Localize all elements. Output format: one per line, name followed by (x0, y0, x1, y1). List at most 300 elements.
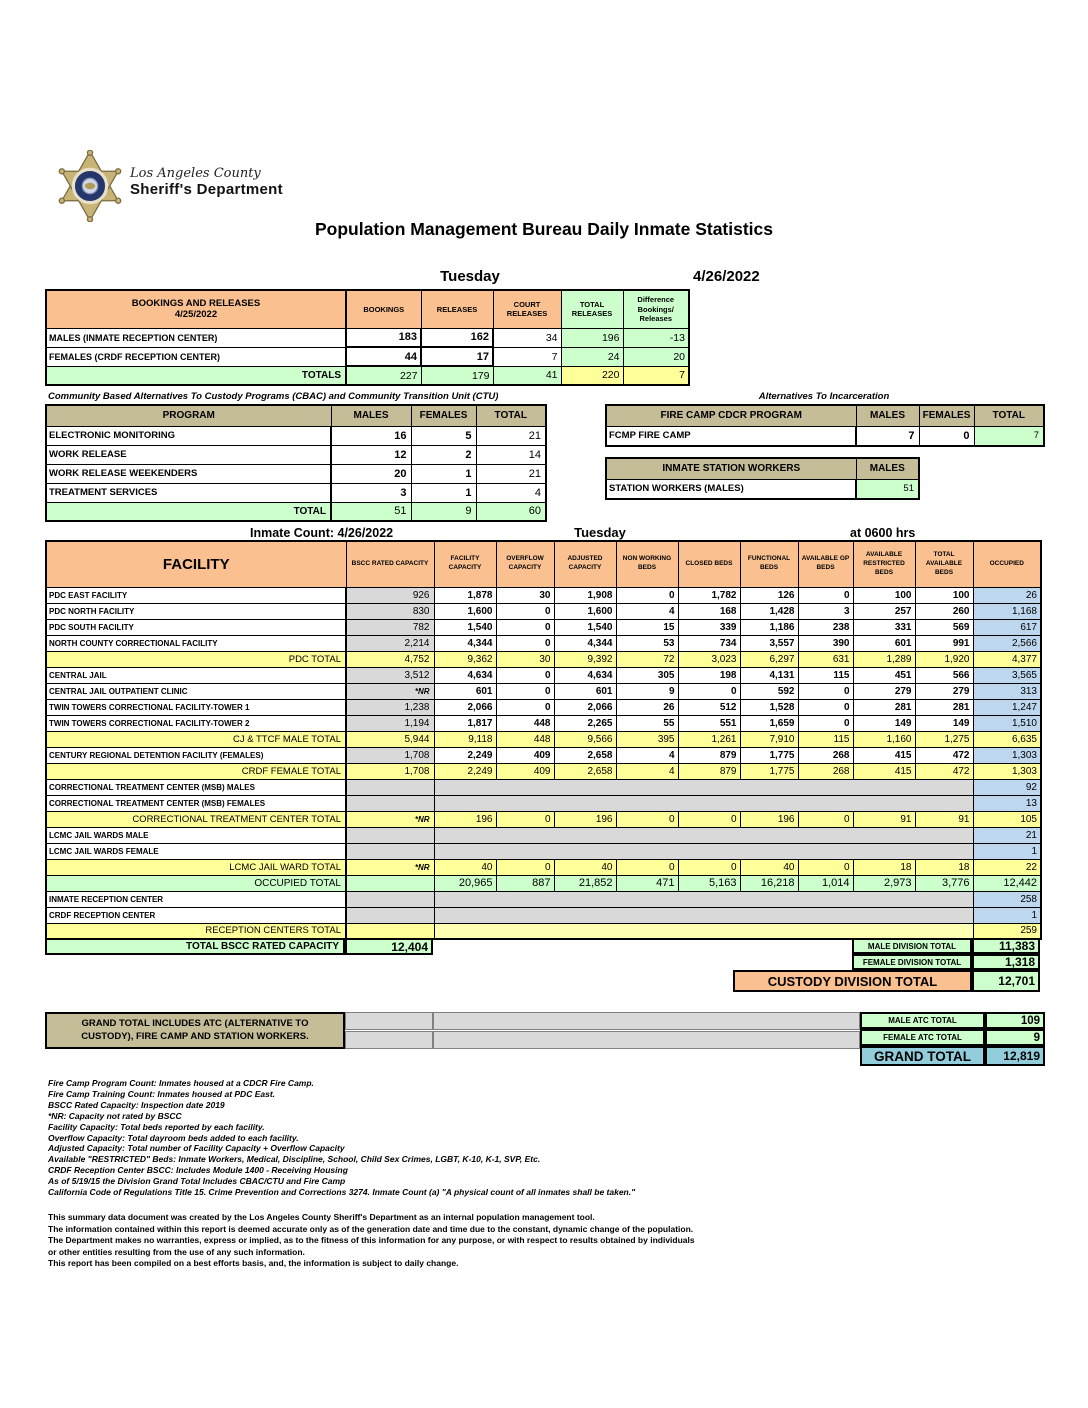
empty-gray-cell (345, 1012, 433, 1030)
facility-value: 592 (740, 683, 798, 699)
bookings-totals-row (46, 366, 689, 385)
facility-name: CORRECTIONAL TREATMENT CENTER (MSB) MALES (46, 779, 346, 795)
disclaimer (48, 1212, 695, 1270)
bookings-value: 24 (561, 347, 623, 366)
male-division-total-label: MALE DIVISION TOTAL (852, 938, 972, 954)
facility-row (46, 795, 1041, 811)
cbac-males-value: 12 (331, 445, 411, 464)
facility-value: 0 (678, 683, 740, 699)
facility-value: 279 (915, 683, 973, 699)
facility-row (46, 843, 1041, 859)
facility-value: 451 (853, 667, 915, 683)
empty-gray-cell (345, 1031, 433, 1049)
facility-name: TWIN TOWERS CORRECTIONAL FACILITY-TOWER 1 (46, 699, 346, 715)
facility-name: INMATE RECEPTION CENTER (46, 891, 346, 907)
facility-bscc-value (346, 779, 434, 795)
facility-value: 0 (496, 667, 554, 683)
facility-col-header: CLOSED BEDS (678, 541, 740, 587)
fire-camp-table (605, 404, 1045, 447)
inmate-count-time: at 0600 hrs (850, 526, 916, 540)
facility-row (46, 891, 1041, 907)
facility-value: 0 (616, 811, 678, 827)
facility-occupied-value: 1,303 (973, 763, 1041, 779)
empty-gray-cell (433, 1031, 860, 1049)
facility-value: 415 (853, 747, 915, 763)
facility-value: 3 (798, 603, 853, 619)
facility-occupied-value: 1,303 (973, 747, 1041, 763)
facility-name: CORRECTIONAL TREATMENT CENTER TOTAL (46, 811, 346, 827)
facility-value: 4,634 (554, 667, 616, 683)
facility-value: 40 (554, 859, 616, 875)
cbac-row-label: TREATMENT SERVICES (46, 483, 331, 502)
fire-females-value: 0 (919, 426, 974, 446)
bookings-col-header: TOTAL RELEASES (561, 290, 623, 328)
facility-name: CENTRAL JAIL (46, 667, 346, 683)
bookings-col-header: COURT RELEASES (493, 290, 561, 328)
male-atc-total-value: 109 (985, 1012, 1045, 1029)
bookings-value: 44 (346, 347, 421, 366)
station-workers-header: INMATE STATION WORKERS (606, 458, 856, 479)
facility-value: 281 (853, 699, 915, 715)
facility-value: 1,878 (434, 587, 496, 603)
facility-value: 1,817 (434, 715, 496, 731)
facility-merged-cell (434, 779, 973, 795)
facility-value: 0 (496, 619, 554, 635)
empty-gray-cell (433, 1012, 860, 1030)
facility-row (46, 651, 1041, 667)
facility-value: 390 (798, 635, 853, 651)
bookings-value: 17 (421, 347, 493, 366)
footnote-line: Fire Camp Training Count: Inmates housed at PDC East. (48, 1088, 276, 1099)
facility-value: 238 (798, 619, 853, 635)
cbac-col-header: FEMALES (411, 405, 476, 426)
facility-value: 4,131 (740, 667, 798, 683)
cbac-total-value: 21 (476, 426, 546, 445)
facility-value: 26 (616, 699, 678, 715)
facility-bscc-value: 5,944 (346, 731, 434, 747)
facility-value: 6,297 (740, 651, 798, 667)
facility-value: 30 (496, 651, 554, 667)
cbac-title: Community Based Alternatives To Custody Programs (CBAC) and Community Transition Unit (CTU) (48, 391, 499, 402)
bookings-date: 4/25/2022 (174, 309, 218, 321)
fire-header-row (606, 405, 1044, 426)
cbac-row (46, 445, 546, 464)
facility-value: 415 (853, 763, 915, 779)
bookings-total-value: 220 (561, 366, 623, 385)
bookings-row (46, 328, 689, 347)
footnote-line: As of 5/19/15 the Division Grand Total Includes CBAC/CTU and Fire Camp (48, 1176, 346, 1187)
facility-value: 53 (616, 635, 678, 651)
bookings-col-header: Difference Bookings/ Releases (623, 290, 689, 328)
bookings-releases-table (45, 289, 690, 386)
facility-name: PDC NORTH FACILITY (46, 603, 346, 619)
facility-value: 40 (434, 859, 496, 875)
fire-row-label: FCMP FIRE CAMP (606, 426, 856, 446)
cbac-females-value: 1 (411, 483, 476, 502)
facility-value: 168 (678, 603, 740, 619)
facility-header-row (46, 541, 1041, 587)
bookings-title: BOOKINGS AND RELEASES (131, 298, 261, 310)
facility-row (46, 715, 1041, 731)
logo-county-text: Los Angeles County (130, 166, 261, 181)
facility-row (46, 603, 1041, 619)
footnote-line: Facility Capacity: Total beds reported by each facility. (48, 1121, 265, 1132)
facility-value: 1,428 (740, 603, 798, 619)
station-col-header: MALES (856, 458, 919, 479)
facility-value: 198 (678, 667, 740, 683)
facility-bscc-value (346, 923, 434, 939)
facility-value: 9,392 (554, 651, 616, 667)
facility-value: 3,557 (740, 635, 798, 651)
facility-occupied-value: 105 (973, 811, 1041, 827)
facility-bscc-value: 782 (346, 619, 434, 635)
facility-value: 100 (915, 587, 973, 603)
facility-value: 0 (798, 683, 853, 699)
facility-row (46, 747, 1041, 763)
station-males-value: 51 (856, 479, 919, 499)
female-division-total-value: 1,318 (972, 954, 1040, 970)
facility-name: CRDF RECEPTION CENTER (46, 907, 346, 923)
facility-col-header: ADJUSTED CAPACITY (554, 541, 616, 587)
cbac-col-header: MALES (331, 405, 411, 426)
male-atc-total-label: MALE ATC TOTAL (860, 1012, 985, 1029)
facility-value: 1,775 (740, 763, 798, 779)
male-division-total-value: 11,383 (972, 938, 1040, 954)
facility-value: 55 (616, 715, 678, 731)
footnote-line: *NR: Capacity not rated by BSCC (48, 1110, 182, 1121)
facility-value: 0 (798, 811, 853, 827)
facility-value: 0 (798, 699, 853, 715)
facility-value: 1,659 (740, 715, 798, 731)
cbac-females-value: 2 (411, 445, 476, 464)
facility-value: 115 (798, 731, 853, 747)
facility-value: 9,118 (434, 731, 496, 747)
bookings-value: -13 (623, 328, 689, 347)
facility-bscc-value: 2,214 (346, 635, 434, 651)
cbac-row-label: ELECTRONIC MONITORING (46, 426, 331, 445)
facility-bscc-value (346, 875, 434, 891)
facility-occupied-value: 313 (973, 683, 1041, 699)
grand-total-value: 12,819 (985, 1046, 1045, 1066)
facility-occupied-value: 22 (973, 859, 1041, 875)
cbac-row (46, 483, 546, 502)
facility-bscc-value (346, 907, 434, 923)
footnotes (48, 1078, 635, 1198)
facility-col-header: AVAILABLE RESTRICTED BEDS (853, 541, 915, 587)
facility-value: 1,775 (740, 747, 798, 763)
bookings-col-header: RELEASES (421, 290, 493, 328)
report-day: Tuesday (440, 268, 500, 285)
facility-value: 4,634 (434, 667, 496, 683)
facility-value: 4,344 (434, 635, 496, 651)
facility-name: NORTH COUNTY CORRECTIONAL FACILITY (46, 635, 346, 651)
facility-value: 149 (853, 715, 915, 731)
footnote-line: CRDF Reception Center BSCC: Includes Module 1400 - Receiving Housing (48, 1165, 348, 1176)
facility-value: 2,249 (434, 763, 496, 779)
facility-merged-cell (434, 795, 973, 811)
facility-occupied-value: 1 (973, 843, 1041, 859)
facility-value: 126 (740, 587, 798, 603)
facility-name: CRDF FEMALE TOTAL (46, 763, 346, 779)
facility-col-header: FACILITY CAPACITY (434, 541, 496, 587)
cbac-row-label: WORK RELEASE WEEKENDERS (46, 464, 331, 483)
facility-bscc-value (346, 843, 434, 859)
facility-value: 7,910 (740, 731, 798, 747)
facility-value: 1,908 (554, 587, 616, 603)
facility-value: 395 (616, 731, 678, 747)
facility-bscc-value: 1,708 (346, 763, 434, 779)
facility-bscc-value: *NR (346, 811, 434, 827)
facility-value: 1,186 (740, 619, 798, 635)
facility-value: 0 (616, 587, 678, 603)
cbac-row-label: WORK RELEASE (46, 445, 331, 464)
station-header-row (606, 458, 919, 479)
facility-occupied-value: 258 (973, 891, 1041, 907)
bookings-value: 20 (623, 347, 689, 366)
facility-value: 0 (496, 699, 554, 715)
facility-value: 3,023 (678, 651, 740, 667)
facility-value: 2,265 (554, 715, 616, 731)
facility-value: 268 (798, 747, 853, 763)
facility-name: RECEPTION CENTERS TOTAL (46, 923, 346, 939)
facility-value: 448 (496, 715, 554, 731)
bookings-value: 183 (346, 328, 421, 347)
facility-name: PDC SOUTH FACILITY (46, 619, 346, 635)
disclaimer-line: This summary data document was created by the Los Angeles County Sheriff's Department as an internal population management tool. (48, 1212, 595, 1222)
facility-occupied-value: 92 (973, 779, 1041, 795)
bookings-total-value: 227 (346, 366, 421, 385)
facility-col-header: BSCC RATED CAPACITY (346, 541, 434, 587)
facility-value: 1,920 (915, 651, 973, 667)
facility-bscc-value: 926 (346, 587, 434, 603)
facility-value: 305 (616, 667, 678, 683)
cbac-table (45, 404, 547, 522)
facility-value: 149 (915, 715, 973, 731)
facility-value: 21,852 (554, 875, 616, 891)
facility-value: 991 (915, 635, 973, 651)
facility-value: 879 (678, 763, 740, 779)
facility-row (46, 827, 1041, 843)
facility-value: 0 (798, 587, 853, 603)
ati-title: Alternatives To Incarceration (758, 391, 890, 402)
facility-value: 551 (678, 715, 740, 731)
cbac-males-value: 20 (331, 464, 411, 483)
bookings-row-label: FEMALES (CRDF RECEPTION CENTER) (46, 347, 346, 366)
facility-value: 9 (616, 683, 678, 699)
facility-value: 257 (853, 603, 915, 619)
sheriff-star-icon (58, 150, 122, 222)
facility-name: TWIN TOWERS CORRECTIONAL FACILITY-TOWER 2 (46, 715, 346, 731)
facility-value: 0 (678, 859, 740, 875)
facility-col-header: FUNCTIONAL BEDS (740, 541, 798, 587)
cbac-females-value: 1 (411, 464, 476, 483)
facility-col-header: FACILITY (46, 541, 346, 587)
facility-occupied-value: 21 (973, 827, 1041, 843)
facility-value: 339 (678, 619, 740, 635)
facility-value: 4,344 (554, 635, 616, 651)
facility-value: 1,540 (554, 619, 616, 635)
bookings-col-header: BOOKINGS (346, 290, 421, 328)
disclaimer-line: or other entities resulting from the use of any such information. (48, 1246, 305, 1257)
facility-bscc-value (346, 795, 434, 811)
facility-value: 279 (853, 683, 915, 699)
bookings-row (46, 347, 689, 366)
facility-occupied-value: 12,442 (973, 875, 1041, 891)
facility-value: 631 (798, 651, 853, 667)
facility-value: 1,528 (740, 699, 798, 715)
facility-value: 2,066 (554, 699, 616, 715)
facility-name: LCMC JAIL WARDS MALE (46, 827, 346, 843)
station-row-label: STATION WORKERS (MALES) (606, 479, 856, 499)
facility-occupied-value: 259 (973, 923, 1041, 939)
facility-value: 18 (915, 859, 973, 875)
facility-statistics-table (45, 540, 1042, 940)
cbac-total-value: 21 (476, 464, 546, 483)
facility-value: 30 (496, 587, 554, 603)
cbac-males-value: 16 (331, 426, 411, 445)
facility-row (46, 699, 1041, 715)
fire-camp-header: FIRE CAMP CDCR PROGRAM (606, 405, 856, 426)
facility-row (46, 731, 1041, 747)
facility-value: 0 (496, 811, 554, 827)
bookings-totals-label: TOTALS (46, 366, 346, 385)
fire-col-header: FEMALES (919, 405, 974, 426)
facility-value: 601 (853, 635, 915, 651)
cbac-totals-value: 9 (411, 502, 476, 521)
facility-bscc-value: *NR (346, 683, 434, 699)
facility-occupied-value: 617 (973, 619, 1041, 635)
cbac-totals-row (46, 502, 546, 521)
station-row (606, 479, 919, 499)
custody-division-total-value: 12,701 (972, 970, 1040, 992)
facility-value: 4 (616, 603, 678, 619)
facility-value: 100 (853, 587, 915, 603)
facility-bscc-value: *NR (346, 859, 434, 875)
facility-value: 4 (616, 763, 678, 779)
facility-value: 20,965 (434, 875, 496, 891)
facility-merged-cell (434, 827, 973, 843)
facility-value: 887 (496, 875, 554, 891)
bookings-value: 34 (493, 328, 561, 347)
facility-value: 4 (616, 747, 678, 763)
facility-row (46, 923, 1041, 939)
facility-value: 115 (798, 667, 853, 683)
facility-value: 196 (434, 811, 496, 827)
footnote-line: Fire Camp Program Count: Inmates housed at a CDCR Fire Camp. (48, 1078, 314, 1088)
bookings-value: 7 (493, 347, 561, 366)
female-division-total-label: FEMALE DIVISION TOTAL (852, 954, 972, 970)
facility-value: 281 (915, 699, 973, 715)
total-bscc-capacity-label: TOTAL BSCC RATED CAPACITY (45, 938, 345, 955)
facility-row (46, 683, 1041, 699)
facility-row (46, 875, 1041, 891)
facility-row (46, 667, 1041, 683)
bookings-total-value: 7 (623, 366, 689, 385)
facility-value: 2,658 (554, 747, 616, 763)
facility-value: 0 (496, 683, 554, 699)
facility-occupied-value: 1 (973, 907, 1041, 923)
facility-value: 0 (496, 603, 554, 619)
footnote-line: Available "RESTRICTED" Beds: Inmate Workers, Medical, Discipline, School, Child Sex Crimes, LGBT, K-10, K-1, SVP, Etc. (48, 1154, 541, 1165)
facility-value: 0 (798, 859, 853, 875)
bookings-row-label: MALES (INMATE RECEPTION CENTER) (46, 328, 346, 347)
facility-row (46, 859, 1041, 875)
facility-value: 9,362 (434, 651, 496, 667)
cbac-totals-value: 51 (331, 502, 411, 521)
female-atc-total-label: FEMALE ATC TOTAL (860, 1029, 985, 1046)
facility-value: 0 (616, 859, 678, 875)
facility-name: OCCUPIED TOTAL (46, 875, 346, 891)
bookings-total-value: 41 (493, 366, 561, 385)
facility-value: 196 (740, 811, 798, 827)
grand-total-label: GRAND TOTAL (860, 1046, 985, 1066)
cbac-males-value: 3 (331, 483, 411, 502)
facility-value: 448 (496, 731, 554, 747)
footnote-line: BSCC Rated Capacity: Inspection date 2019 (48, 1099, 225, 1110)
cbac-totals-value: 60 (476, 502, 546, 521)
facility-name: PDC TOTAL (46, 651, 346, 667)
facility-value: 0 (798, 715, 853, 731)
facility-value: 471 (616, 875, 678, 891)
facility-merged-cell (434, 923, 973, 939)
facility-occupied-value: 1,168 (973, 603, 1041, 619)
facility-occupied-value: 26 (973, 587, 1041, 603)
logo-text (130, 166, 283, 198)
facility-value: 1,014 (798, 875, 853, 891)
station-workers-table (605, 457, 920, 500)
facility-value: 196 (554, 811, 616, 827)
facility-value: 409 (496, 763, 554, 779)
facility-merged-cell (434, 891, 973, 907)
facility-bscc-value: 4,752 (346, 651, 434, 667)
facility-value: 91 (915, 811, 973, 827)
logo-dept-text: Sheriff's Department (130, 181, 283, 198)
inmate-count-date: Inmate Count: 4/26/2022 (250, 526, 394, 540)
facility-occupied-value: 13 (973, 795, 1041, 811)
cbac-females-value: 5 (411, 426, 476, 445)
facility-value: 18 (853, 859, 915, 875)
facility-value: 9,566 (554, 731, 616, 747)
agency-logo (58, 150, 283, 222)
facility-value: 91 (853, 811, 915, 827)
facility-merged-cell (434, 907, 973, 923)
facility-col-header: AVAILABLE GP BEDS (798, 541, 853, 587)
facility-value: 0 (496, 635, 554, 651)
facility-value: 2,066 (434, 699, 496, 715)
facility-value: 569 (915, 619, 973, 635)
bookings-value: 196 (561, 328, 623, 347)
facility-value: 260 (915, 603, 973, 619)
disclaimer-line: The information contained within this report is deemed accurate only as of the generation date and time due to the constant, dynamic change of the population. (48, 1223, 694, 1234)
facility-occupied-value: 1,510 (973, 715, 1041, 731)
cbac-totals-label: TOTAL (46, 502, 331, 521)
cbac-total-value: 4 (476, 483, 546, 502)
facility-bscc-value: 1,238 (346, 699, 434, 715)
facility-bscc-value: 1,708 (346, 747, 434, 763)
facility-bscc-value (346, 891, 434, 907)
facility-value: 1,160 (853, 731, 915, 747)
report-date: 4/26/2022 (693, 268, 760, 285)
facility-occupied-value: 4,377 (973, 651, 1041, 667)
facility-name: LCMC JAIL WARDS FEMALE (46, 843, 346, 859)
facility-value: 1,540 (434, 619, 496, 635)
facility-col-header: NON WORKING BEDS (616, 541, 678, 587)
facility-merged-cell (434, 843, 973, 859)
facility-occupied-value: 1,247 (973, 699, 1041, 715)
facility-value: 16,218 (740, 875, 798, 891)
facility-row (46, 763, 1041, 779)
cbac-row (46, 426, 546, 445)
